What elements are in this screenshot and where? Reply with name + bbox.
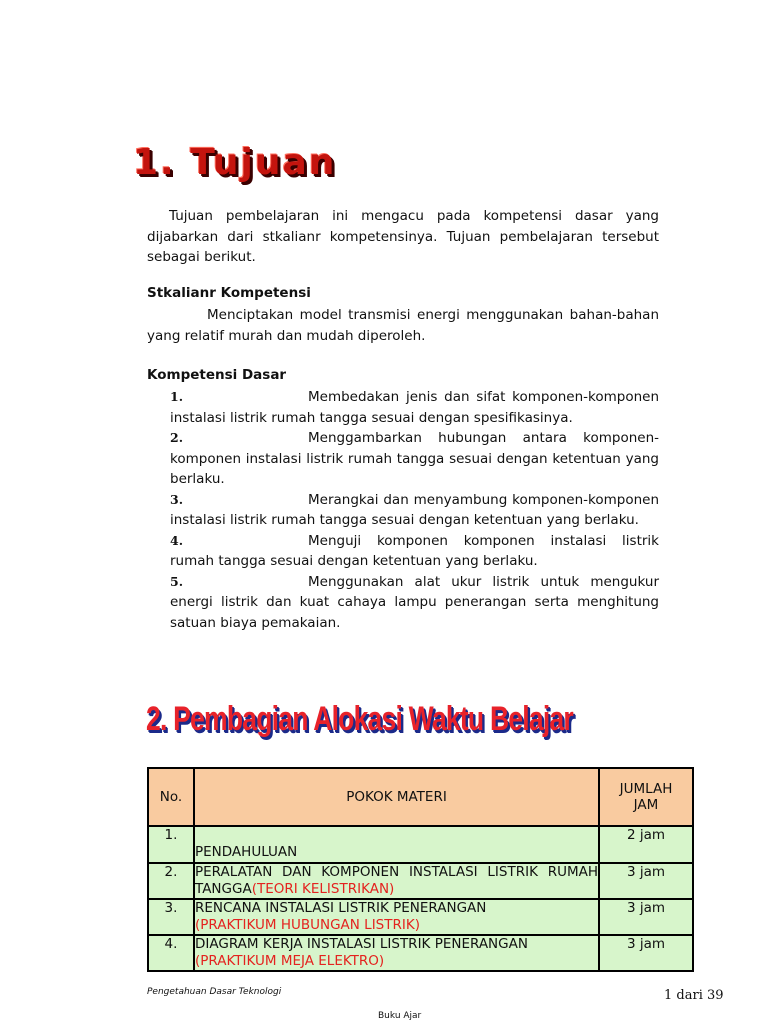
row-jam: 3 jam (599, 935, 693, 971)
header-pokok-materi: POKOK MATERI (194, 768, 599, 826)
row-materi (194, 935, 599, 971)
row-jam: 2 jam (599, 826, 693, 863)
row-number: 1. (148, 826, 194, 863)
table-row (148, 899, 693, 935)
section-2-heading: 2. Pembagian Alokasi Waktu Belajar (146, 700, 573, 738)
kd-item-text: Membedakan jenis dan sifat komponen-komponen instalasi listrik rumah tangga sesuai dengan spesifikasinya. (170, 389, 659, 426)
materi-text: PENDAHULUAN (195, 844, 298, 860)
standar-kompetensi-heading: Stkalianr Kompetensi (147, 285, 311, 301)
header-jam-line1: JUMLAH (619, 781, 673, 797)
kd-item-number: 5. (170, 573, 184, 589)
row-jam: 3 jam (599, 863, 693, 899)
kd-item-text: Menggambarkan hubungan antara komponen-komponen instalasi listrik rumah tangga sesuai dengan ketentuan yang berlaku. (170, 430, 659, 487)
table-row (148, 863, 693, 899)
kd-item-number: 2. (170, 430, 184, 445)
materi-note: (PRAKTIKUM MEJA ELEKTRO) (195, 953, 385, 969)
header-jam-line2: JAM (633, 797, 659, 813)
row-number: 3. (148, 899, 194, 935)
kompetensi-dasar-heading: Kompetensi Dasar (147, 367, 287, 383)
row-materi (194, 899, 599, 935)
header-jumlah-jam (599, 768, 693, 826)
kd-item-2 (170, 428, 659, 490)
kd-item-number: 4. (170, 532, 184, 548)
kd-item-number: 1. (170, 389, 184, 404)
kd-item-text: Menggunakan alat ukur listrik untuk mengukur energi listrik dan kuat cahaya lampu penerangan serta menghitung satuan biaya pemakaian. (170, 573, 659, 631)
row-jam: 3 jam (599, 899, 693, 935)
materi-note: (PRAKTIKUM HUBUNGAN LISTRIK) (195, 917, 420, 933)
materi-text: RENCANA INSTALASI LISTRIK PENERANGAN (195, 900, 487, 916)
row-materi (194, 863, 599, 899)
footer-label: Buku Ajar (378, 1011, 422, 1021)
table-header-row (148, 768, 693, 826)
table-row (148, 826, 693, 863)
kd-item-1 (170, 387, 659, 428)
kd-item-text: Merangkai dan menyambung komponen-komponen instalasi listrik rumah tangga sesuai dengan ketentuan yang berlaku. (170, 491, 659, 528)
row-materi (194, 826, 599, 863)
section-1-heading: 1. Tujuan (133, 142, 337, 183)
kompetensi-dasar-list (170, 387, 659, 633)
row-number: 2. (148, 863, 194, 899)
footer-page-number: 1 dari 39 (664, 988, 724, 1003)
kd-item-5 (170, 572, 659, 634)
materi-text: DIAGRAM KERJA INSTALASI LISTRIK PENERANGAN (195, 936, 528, 952)
kd-item-3 (170, 490, 659, 531)
row-number: 4. (148, 935, 194, 971)
standar-kompetensi-text: Menciptakan model transmisi energi menggunakan bahan-bahan yang relatif murah dan mudah diperoleh. (147, 307, 659, 344)
materi-note: (TEORI KELISTRIKAN) (251, 881, 395, 897)
kd-item-4 (170, 531, 659, 572)
kd-item-text: Menguji komponen komponen instalasi listrik rumah tangga sesuai dengan ketentuan yang berlaku. (170, 532, 659, 569)
materi-text: PERALATAN DAN KOMPONEN INSTALASI LISTRIK RUMAH TANGGA (195, 864, 598, 897)
allocation-table (147, 767, 694, 972)
intro-paragraph: Tujuan pembelajaran ini mengacu pada kompetensi dasar yang dijabarkan dari stkalianr kompetensinya. Tujuan pembelajaran tersebut sebagai berikut. (147, 208, 659, 265)
footer-book-title: Pengetahuan Dasar Teknologi (147, 987, 282, 997)
table-row (148, 935, 693, 971)
header-no: No. (148, 768, 194, 826)
kd-item-number: 3. (170, 491, 184, 507)
